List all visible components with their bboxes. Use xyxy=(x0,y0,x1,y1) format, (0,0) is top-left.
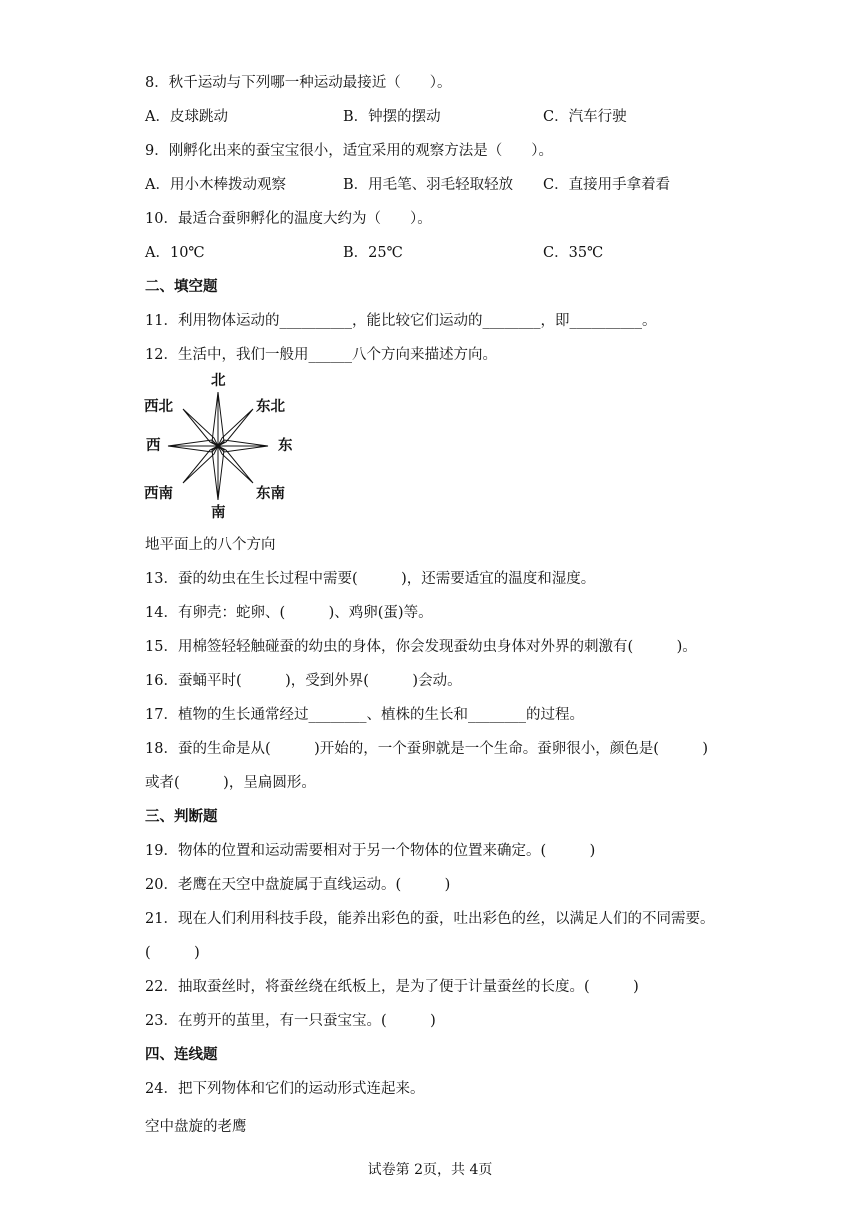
section-heading-fill-in: 二、填空题 xyxy=(145,278,218,295)
question-16: 16．蚕蛹平时( )，受到外界( )会动。 xyxy=(145,673,462,689)
question-11: 11．利用物体运动的__________，能比较它们运动的________，即__________。 xyxy=(145,313,657,329)
question-10-option-a: A．10℃ xyxy=(145,245,205,261)
section-heading-matching: 四、连线题 xyxy=(145,1046,218,1063)
question-21-line-1: 21．现在人们利用科技手段，能养出彩色的蚕，吐出彩色的丝，以满足人们的不同需要。 xyxy=(145,911,715,927)
question-14: 14．有卵壳：蛇卵、( )、鸡卵(蛋)等。 xyxy=(145,605,433,621)
compass-north-label: 北 xyxy=(211,372,226,389)
compass-south-label: 南 xyxy=(211,504,226,521)
question-9-stem: 9．刚孵化出来的蚕宝宝很小，适宜采用的观察方法是（ ）。 xyxy=(145,143,553,159)
compass-caption: 地平面上的八个方向 xyxy=(145,537,276,553)
compass-west-label: 西 xyxy=(146,437,161,454)
question-8-option-b: B．钟摆的摆动 xyxy=(343,109,441,125)
compass-rose-figure xyxy=(140,372,310,522)
question-10-option-b: B．25℃ xyxy=(343,245,403,261)
question-19: 19．物体的位置和运动需要相对于另一个物体的位置来确定。( ) xyxy=(145,843,596,859)
question-21-line-2: ( ) xyxy=(145,945,200,961)
compass-southeast-label: 东南 xyxy=(256,485,285,502)
question-24: 24．把下列物体和它们的运动形式连起来。 xyxy=(145,1081,425,1097)
question-18-line-1: 18．蚕的生命是从( )开始的，一个蚕卵就是一个生命。蚕卵很小，颜色是( ) xyxy=(145,741,709,757)
question-12: 12．生活中，我们一般用______八个方向来描述方向。 xyxy=(145,347,497,363)
question-10-stem: 10．最适合蚕卵孵化的温度大约为（ ）。 xyxy=(145,211,432,227)
page-footer: 试卷第 2页，共 4页 xyxy=(367,1162,493,1178)
question-8-option-c: C．汽车行驶 xyxy=(543,109,627,125)
question-22: 22．抽取蚕丝时，将蚕丝绕在纸板上，是为了便于计量蚕丝的长度。( ) xyxy=(145,979,639,995)
question-23: 23．在剪开的茧里，有一只蚕宝宝。( ) xyxy=(145,1013,436,1029)
question-10-option-c: C．35℃ xyxy=(543,245,604,261)
section-heading-true-false: 三、判断题 xyxy=(145,808,218,825)
question-18-line-2: 或者( )，呈扁圆形。 xyxy=(145,775,316,791)
question-9-option-a: A．用小木棒拨动观察 xyxy=(145,177,286,193)
matching-item-eagle: 空中盘旋的老鹰 xyxy=(145,1119,247,1135)
question-17: 17．植物的生长通常经过________、植株的生长和________的过程。 xyxy=(145,707,584,723)
question-9-option-c: C．直接用手拿着看 xyxy=(543,177,671,193)
question-20: 20．老鹰在天空中盘旋属于直线运动。( ) xyxy=(145,877,451,893)
question-15: 15．用棉签轻轻触碰蚕的幼虫的身体，你会发现蚕幼虫身体对外界的刺激有( )。 xyxy=(145,639,697,655)
compass-northwest-label: 西北 xyxy=(144,398,173,415)
compass-southwest-label: 西南 xyxy=(144,485,173,502)
question-13: 13．蚕的幼虫在生长过程中需要( )，还需要适宜的温度和湿度。 xyxy=(145,571,596,587)
question-8-stem: 8．秋千运动与下列哪一种运动最接近（ ）。 xyxy=(145,75,452,91)
compass-northeast-label: 东北 xyxy=(256,398,285,415)
question-8-option-a: A．皮球跳动 xyxy=(145,109,228,125)
compass-east-label: 东 xyxy=(278,437,293,454)
question-9-option-b: B．用毛笔、羽毛轻取轻放 xyxy=(343,177,514,193)
